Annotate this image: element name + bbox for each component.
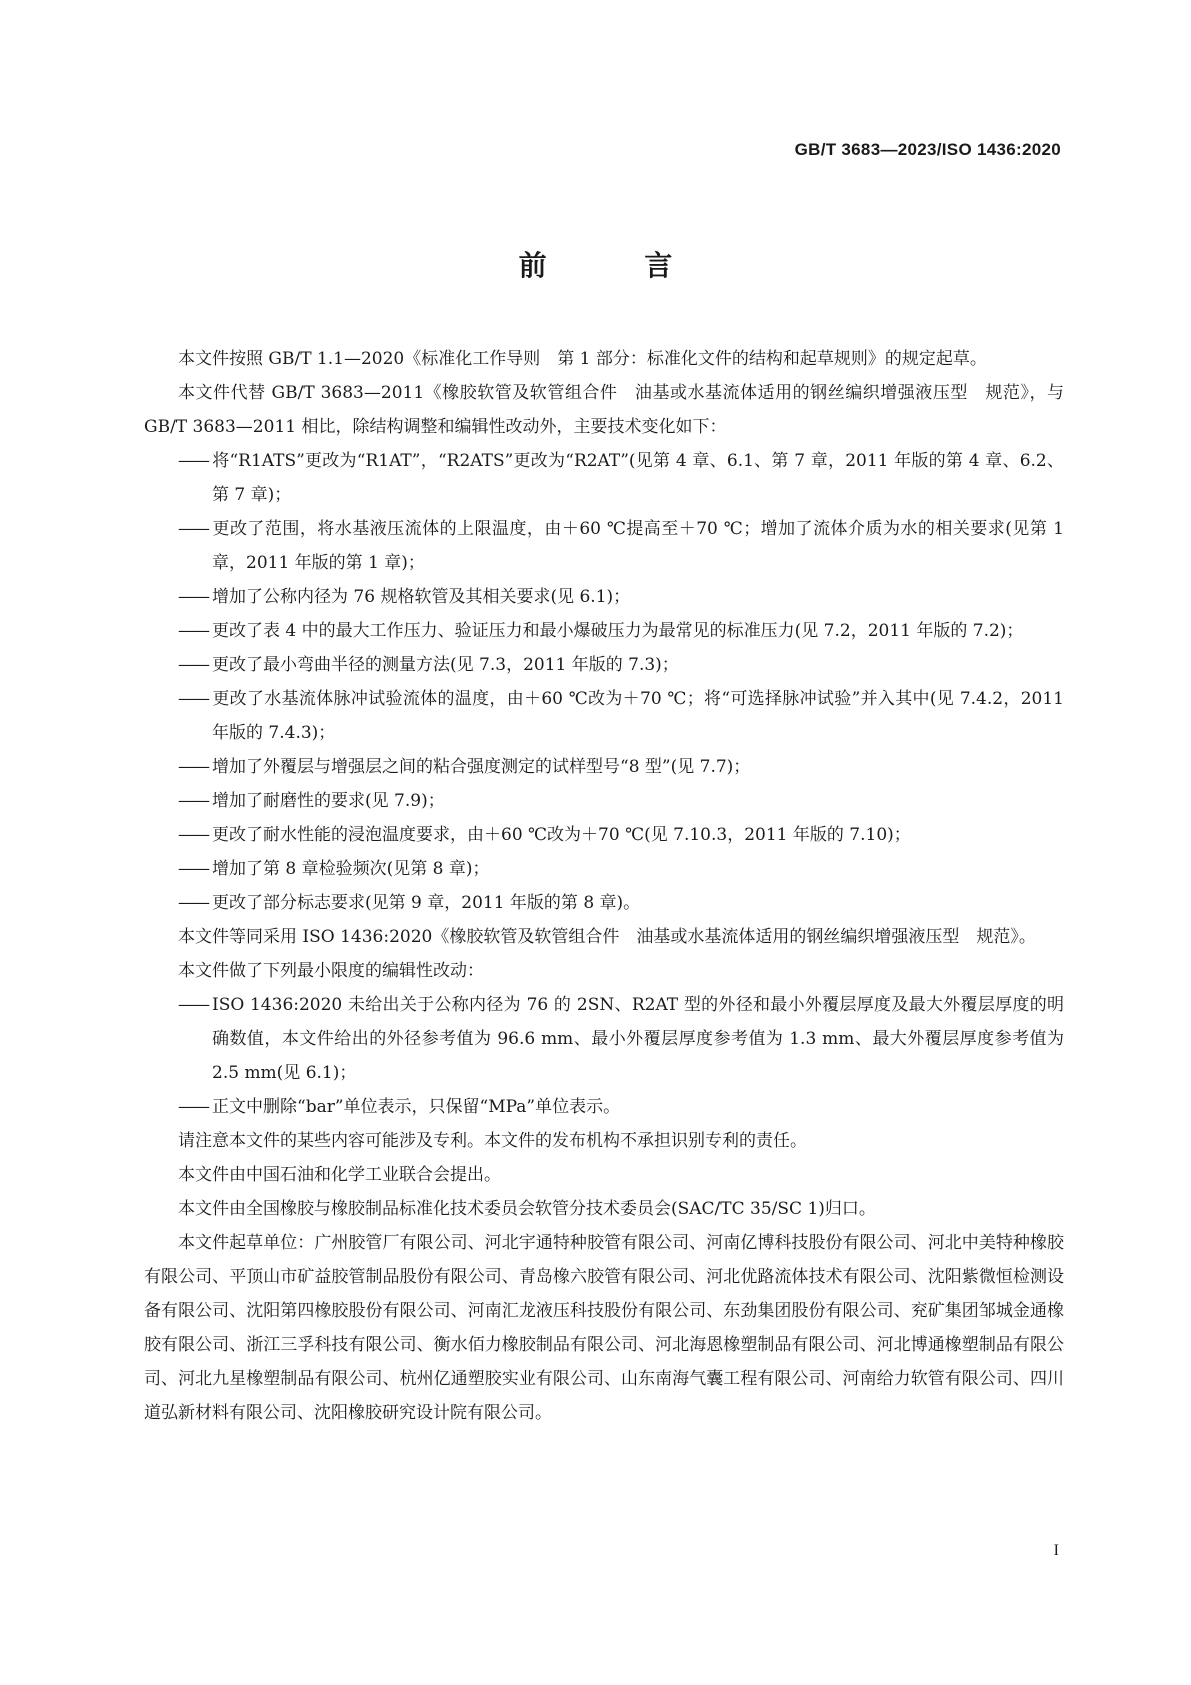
paragraph-patent-notice: 请注意本文件的某些内容可能涉及专利。本文件的发布机构不承担识别专利的责任。 [178, 1131, 807, 1151]
dash-marker: —— [178, 689, 208, 709]
dash-marker: —— [178, 757, 208, 777]
paragraph-proposer: 本文件由中国石油和化学工业联合会提出。 [178, 1165, 501, 1185]
list-item: —— ISO 1436:2020 未给出关于公称内径为 76 的 2SN、R2AT 型的外径和最小外覆层厚度及最大外覆层厚度的明确数值，本文件给出的外径参考值为 96.6 mm、最小外覆层厚度参考值为 1.3 mm、最大外覆层厚度参考值为 2.5 mm(见 6.1)； [144, 988, 1064, 1090]
dash-marker: —— [178, 791, 208, 811]
list-item: —— 更改了水基流体脉冲试验流体的温度，由＋60 ℃改为＋70 ℃；将“可选择脉冲试验”并入其中(见 7.4.2，2011 年版的 7.4.3)； [144, 682, 1064, 750]
editorial-changes-list [144, 988, 1064, 1124]
list-item: —— 更改了耐水性能的浸泡温度要求，由＋60 ℃改为＋70 ℃(见 7.10.3，2011 年版的 7.10)； [144, 818, 1064, 852]
dash-marker: —— [178, 1097, 208, 1117]
list-item: —— 正文中删除“bar”单位表示，只保留“MPa”单位表示。 [144, 1090, 1064, 1124]
dash-marker: —— [178, 587, 208, 607]
paragraph-replacement: 本文件代替 GB/T 3683—2011《橡胶软管及软管组合件 油基或水基流体适用的钢丝编织增强液压型 规范》，与 GB/T 3683—2011 相比，除结构调整和编辑性改动外，主要技术变化如下： [144, 383, 1064, 437]
dash-marker: —— [178, 519, 208, 539]
dash-marker: —— [178, 995, 208, 1015]
list-item: —— 增加了外覆层与增强层之间的粘合强度测定的试样型号“8 型”(见 7.7)； [144, 750, 1064, 784]
dash-marker: —— [178, 655, 208, 675]
paragraph-drafting-units: 本文件起草单位：广州胶管厂有限公司、河北宇通特种胶管有限公司、河南亿博科技股份有限公司、河北中美特种橡胶有限公司、平顶山市矿益胶管制品股份有限公司、青岛橡六胶管有限公司、河北优路流体技术有限公司、沈阳紫微恒检测设备有限公司、沈阳第四橡胶股份有限公司、河南汇龙液压科技股份有限公司、东劲集团股份有限公司、兖矿集团邹城金通橡胶有限公司、浙江三孚科技有限公司、衡水佰力橡胶制品有限公司、河北海恩橡塑制品有限公司、河北博通橡塑制品有限公司、河北九星橡塑制品有限公司、杭州亿通塑胶实业有限公司、山东南海气囊工程有限公司、河南给力软管有限公司、四川道弘新材料有限公司、沈阳橡胶研究设计院有限公司。 [144, 1233, 1064, 1423]
paragraph-committee: 本文件由全国橡胶与橡胶制品标准化技术委员会软管分技术委员会(SAC/TC 35/SC 1)归口。 [178, 1199, 876, 1219]
paragraph-drafting-rules: 本文件按照 GB/T 1.1—2020《标准化工作导则 第 1 部分：标准化文件的结构和起草规则》的规定起草。 [178, 349, 987, 369]
technical-changes-list [144, 444, 1064, 920]
standard-code: GB/T 3683—2023/ISO 1436:2020 [794, 140, 1061, 159]
dash-marker: —— [178, 859, 208, 879]
dash-marker: —— [178, 825, 208, 845]
foreword-body [144, 342, 1064, 1430]
list-item: —— 增加了第 8 章检验频次(见第 8 章)； [144, 852, 1064, 886]
list-item: —— 更改了表 4 中的最大工作压力、验证压力和最小爆破压力为最常见的标准压力(见 7.2，2011 年版的 7.2)； [144, 614, 1064, 648]
list-item: —— 增加了公称内径为 76 规格软管及其相关要求(见 6.1)； [144, 580, 1064, 614]
list-item: —— 更改了范围，将水基液压流体的上限温度，由＋60 ℃提高至＋70 ℃；增加了流体介质为水的相关要求(见第 1 章，2011 年版的第 1 章)； [144, 512, 1064, 580]
list-item: —— 将“R1ATS”更改为“R1AT”，“R2ATS”更改为“R2AT”(见第 4 章、6.1、第 7 章，2011 年版的第 4 章、6.2、第 7 章)； [144, 444, 1064, 512]
paragraph-adoption: 本文件等同采用 ISO 1436:2020《橡胶软管及软管组合件 油基或水基流体适用的钢丝编织增强液压型 规范》。 [178, 927, 1036, 947]
dash-marker: —— [178, 621, 208, 641]
dash-marker: —— [178, 893, 208, 913]
dash-marker: —— [178, 451, 208, 471]
paragraph-editorial-intro: 本文件做了下列最小限度的编辑性改动： [178, 961, 484, 981]
page-title: 前 言 [518, 249, 717, 282]
page-number: I [1053, 1542, 1059, 1559]
list-item: —— 更改了最小弯曲半径的测量方法(见 7.3，2011 年版的 7.3)； [144, 648, 1064, 682]
list-item: —— 更改了部分标志要求(见第 9 章，2011 年版的第 8 章)。 [144, 886, 1064, 920]
list-item: —— 增加了耐磨性的要求(见 7.9)； [144, 784, 1064, 818]
